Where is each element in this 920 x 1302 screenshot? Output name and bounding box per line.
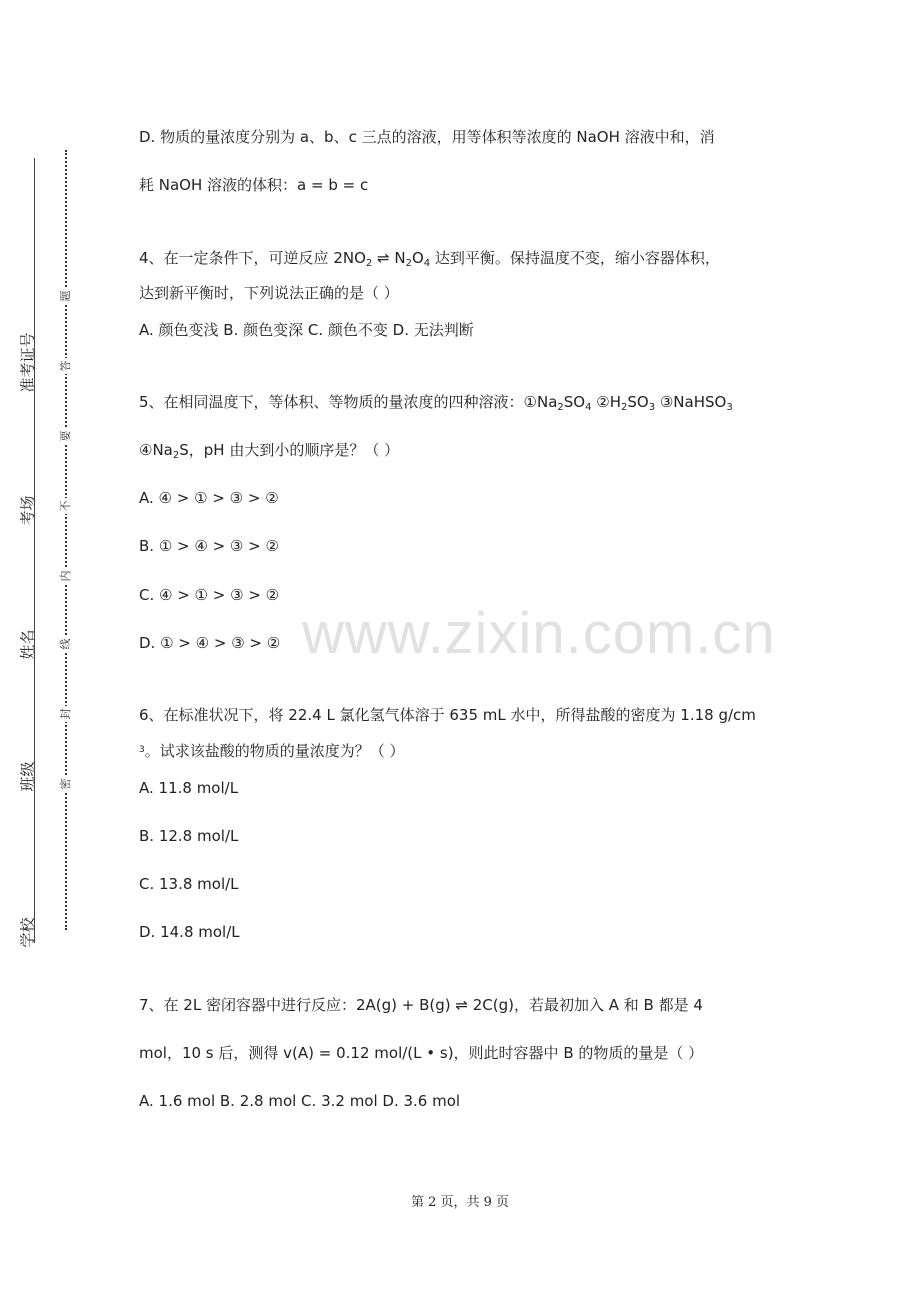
q5-stem-line2: $④Na_2S$，pH 由大到小的顺序是？（ ）: [139, 441, 400, 461]
q6-option-a: A. 11.8 mol/L: [139, 779, 239, 797]
q5-stem-line1: 5、在相同温度下，等体积、等物质的量浓度的四种溶液：$①Na_2SO_4$ $②H_2SO_3$ ③NaHSO$_3$: [139, 393, 733, 413]
binding-dotted-line: [65, 150, 67, 930]
seal-char: 封: [58, 706, 74, 722]
seal-char: 不: [58, 498, 74, 514]
q4-options: A. 颜色变浅 B. 颜色变深 C. 颜色不变 D. 无法判断: [139, 321, 474, 339]
seal-char: 内: [58, 568, 74, 584]
binding-label-name: 姓名: [18, 629, 37, 660]
q6-option-b: B. 12.8 mol/L: [139, 827, 239, 845]
seal-char: 线: [58, 636, 74, 652]
binding-solid-line: [34, 158, 35, 943]
binding-label-exam-room: 考场: [18, 495, 37, 526]
binding-label-school: 学校: [18, 917, 37, 948]
q5-option-c: C. ④ > ① > ③ > ②: [139, 586, 280, 604]
q5-option-b: B. ① > ④ > ③ > ②: [139, 537, 279, 555]
q6-stem-line1: 6、在标准状况下，将 22.4 L 氯化氢气体溶于 635 mL 水中，所得盐酸的密度为 1.18 g/cm: [139, 706, 756, 724]
q6-option-c: C. 13.8 mol/L: [139, 875, 239, 893]
binding-label-class: 班级: [18, 761, 37, 792]
q7-stem-line1: 7、在 2L 密闭容器中进行反应：2A(g) + B(g) ⇌ 2C(g)，若最初加入 A 和 B 都是 4: [139, 996, 703, 1014]
q4-stem-line1: 4、在一定条件下，可逆反应 $2NO_2$ ⇌ $N_2O_4$ 达到平衡。保持温度不变，缩小容器体积，: [139, 249, 720, 269]
q7-options: A. 1.6 mol B. 2.8 mol C. 3.2 mol D. 3.6 mol: [139, 1092, 461, 1110]
seal-char: 要: [58, 428, 74, 444]
q6-stem-line2: $^3$。试求该盐酸的物质的量浓度为？（ ）: [139, 742, 405, 760]
q7-stem-line2: mol，10 s 后，测得 v(A) = 0.12 mol/(L • s)，则此时容器中 B 的物质的量是（ ）: [139, 1044, 704, 1062]
seal-char: 题: [58, 288, 74, 304]
q3-option-d-line2: 耗 NaOH 溶液的体积：a = b = c: [139, 176, 369, 194]
q4-stem-line2: 达到新平衡时，下列说法正确的是（ ）: [139, 284, 399, 302]
watermark: www.zixin.com.cn: [302, 601, 776, 666]
q3-option-d-line1: D. 物质的量浓度分别为 a、b、c 三点的溶液，用等体积等浓度的 NaOH 溶液中和，消: [139, 128, 715, 146]
seal-char: 答: [58, 358, 74, 374]
q5-option-a: A. ④ > ① > ③ > ②: [139, 489, 279, 507]
seal-char: 密: [58, 776, 74, 792]
binding-label-exam-number: 准考证号: [18, 332, 37, 393]
q6-option-d: D. 14.8 mol/L: [139, 923, 240, 941]
q5-option-d: D. ① > ④ > ③ > ②: [139, 634, 281, 652]
page-footer: 第 2 页，共 9 页: [410, 1195, 510, 1210]
